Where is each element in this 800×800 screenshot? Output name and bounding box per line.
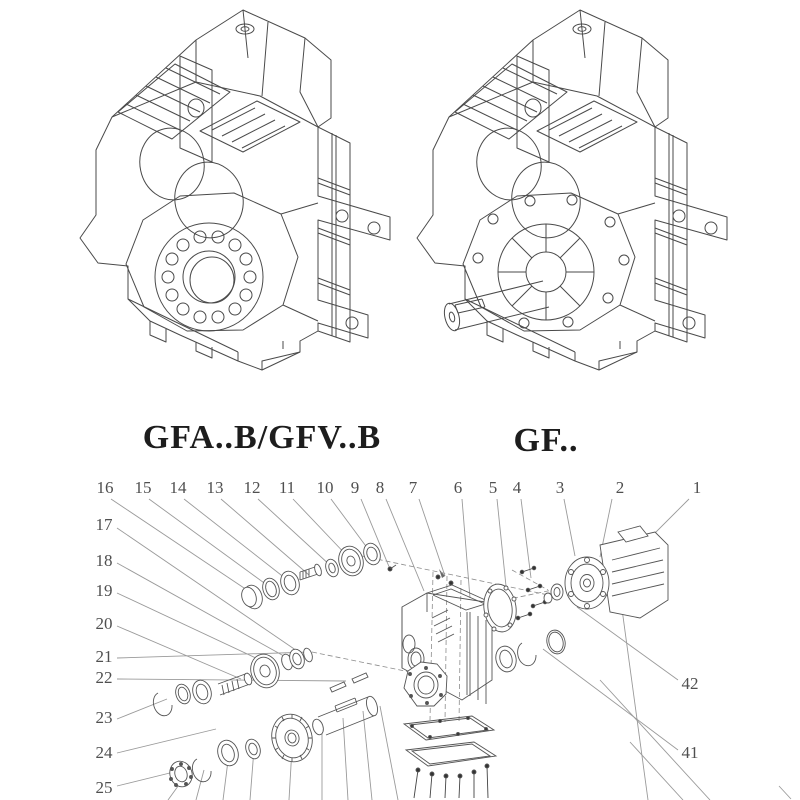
callout-41: 41 <box>681 743 699 762</box>
caption-left-model: GFA..B/GFV..B <box>142 419 382 456</box>
callout-16: 16 <box>96 478 114 497</box>
callout-3: 3 <box>555 478 565 497</box>
callout-5: 5 <box>488 478 498 497</box>
callout-42: 42 <box>681 674 699 693</box>
callout-6: 6 <box>453 478 463 497</box>
callout-17: 17 <box>95 515 113 534</box>
callout-18: 18 <box>95 551 113 570</box>
callout-21: 21 <box>95 647 113 666</box>
callout-4: 4 <box>512 478 522 497</box>
caption-right-model: GF.. <box>513 422 579 459</box>
gearbox-drawing-gf <box>417 10 727 370</box>
callout-19: 19 <box>95 581 113 600</box>
callout-7: 7 <box>408 478 418 497</box>
intermediate-gear-train <box>153 647 314 716</box>
callout-1: 1 <box>692 478 702 497</box>
callout-22: 22 <box>95 668 113 687</box>
callout-14: 14 <box>169 478 187 497</box>
callout-24: 24 <box>95 743 113 762</box>
input-gear-train <box>239 541 396 611</box>
gearbox-drawing-gfab <box>80 10 390 370</box>
gasket-and-cover <box>404 716 496 798</box>
callout-9: 9 <box>350 478 360 497</box>
callout-23: 23 <box>95 708 113 727</box>
callout-10: 10 <box>316 478 334 497</box>
callout-2: 2 <box>615 478 625 497</box>
callout-13: 13 <box>206 478 224 497</box>
flange-and-bearings <box>436 566 568 674</box>
callout-8: 8 <box>375 478 385 497</box>
callout-20: 20 <box>95 614 113 633</box>
motor <box>544 526 668 618</box>
callout-15: 15 <box>134 478 152 497</box>
callout-25: 25 <box>95 778 113 797</box>
exploded-diagram <box>96 478 792 800</box>
callout-11: 11 <box>278 478 296 497</box>
callout-12: 12 <box>243 478 261 497</box>
bolt-circle <box>162 231 256 323</box>
